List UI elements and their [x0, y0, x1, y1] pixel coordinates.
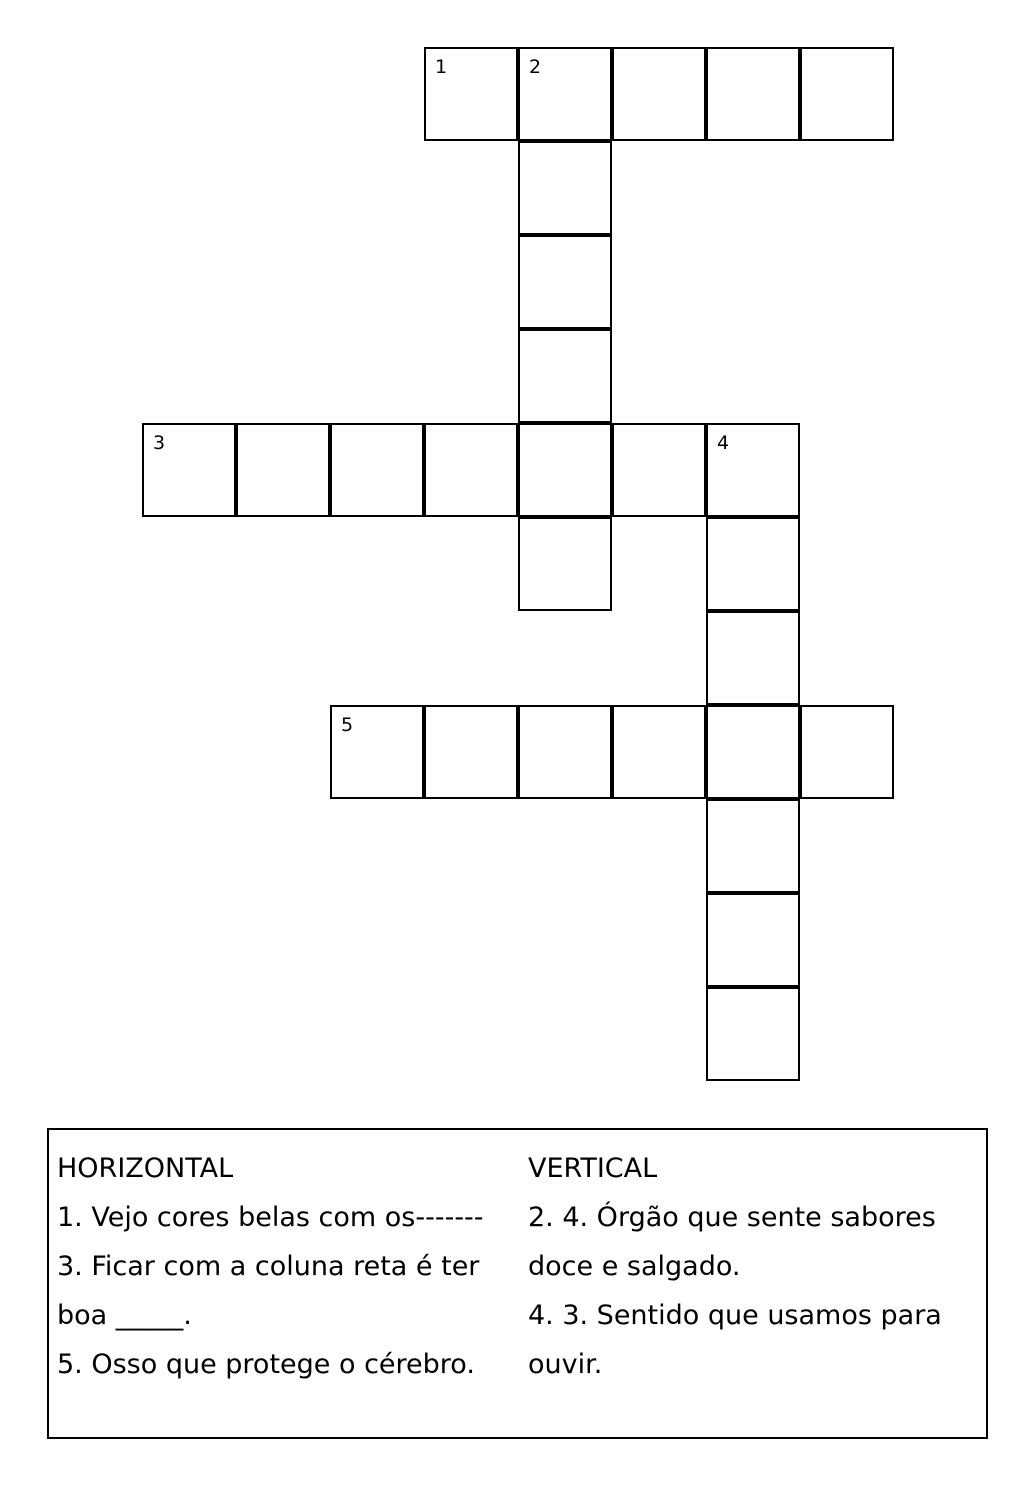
crossword-cell[interactable] [518, 141, 612, 235]
crossword-cell[interactable] [706, 799, 800, 893]
crossword-cell[interactable] [424, 423, 518, 517]
crossword-cell[interactable] [330, 423, 424, 517]
clue-line: ouvir. [528, 1349, 603, 1380]
crossword-cell[interactable] [424, 705, 518, 799]
crossword-cell[interactable] [236, 423, 330, 517]
crossword-cell[interactable] [706, 517, 800, 611]
crossword-cell[interactable] [518, 423, 612, 517]
clues-box [47, 1128, 988, 1439]
crossword-cell[interactable] [706, 47, 800, 141]
vertical-clues [528, 1144, 978, 1389]
crossword-cell[interactable] [424, 47, 518, 141]
crossword-cell[interactable] [518, 47, 612, 141]
crossword-cell[interactable] [800, 47, 894, 141]
clue-line: 2. 4. Órgão que sente sabores [528, 1202, 936, 1233]
crossword-cell[interactable] [518, 517, 612, 611]
crossword-cell[interactable] [518, 329, 612, 423]
horizontal-clues [57, 1144, 517, 1389]
crossword-cell[interactable] [142, 423, 236, 517]
crossword-cell[interactable] [706, 611, 800, 705]
vertical-title: VERTICAL [528, 1153, 658, 1184]
crossword-cell[interactable] [706, 893, 800, 987]
clue-line: 4. 3. Sentido que usamos para [528, 1300, 942, 1331]
clue-line: 3. Ficar com a coluna reta é ter [57, 1251, 480, 1282]
crossword-cell[interactable] [612, 47, 706, 141]
crossword-cell[interactable] [800, 705, 894, 799]
crossword-cell[interactable] [706, 423, 800, 517]
crossword-cell[interactable] [330, 705, 424, 799]
crossword-cell[interactable] [612, 423, 706, 517]
clue-number: 1 [435, 56, 448, 78]
clue-number: 4 [717, 432, 730, 454]
crossword-cell[interactable] [518, 235, 612, 329]
crossword-cell[interactable] [706, 987, 800, 1081]
crossword-cell[interactable] [706, 705, 800, 799]
clue-line: 5. Osso que protege o cérebro. [57, 1349, 475, 1380]
horizontal-title: HORIZONTAL [57, 1153, 234, 1184]
clue-line: boa _____. [57, 1300, 192, 1331]
clue-line: 1. Vejo cores belas com os------- [57, 1202, 484, 1233]
clue-number: 2 [529, 56, 542, 78]
crossword-cell[interactable] [518, 705, 612, 799]
clue-number: 5 [341, 714, 354, 736]
clue-number: 3 [153, 432, 166, 454]
crossword-cell[interactable] [612, 705, 706, 799]
clue-line: doce e salgado. [528, 1251, 741, 1282]
